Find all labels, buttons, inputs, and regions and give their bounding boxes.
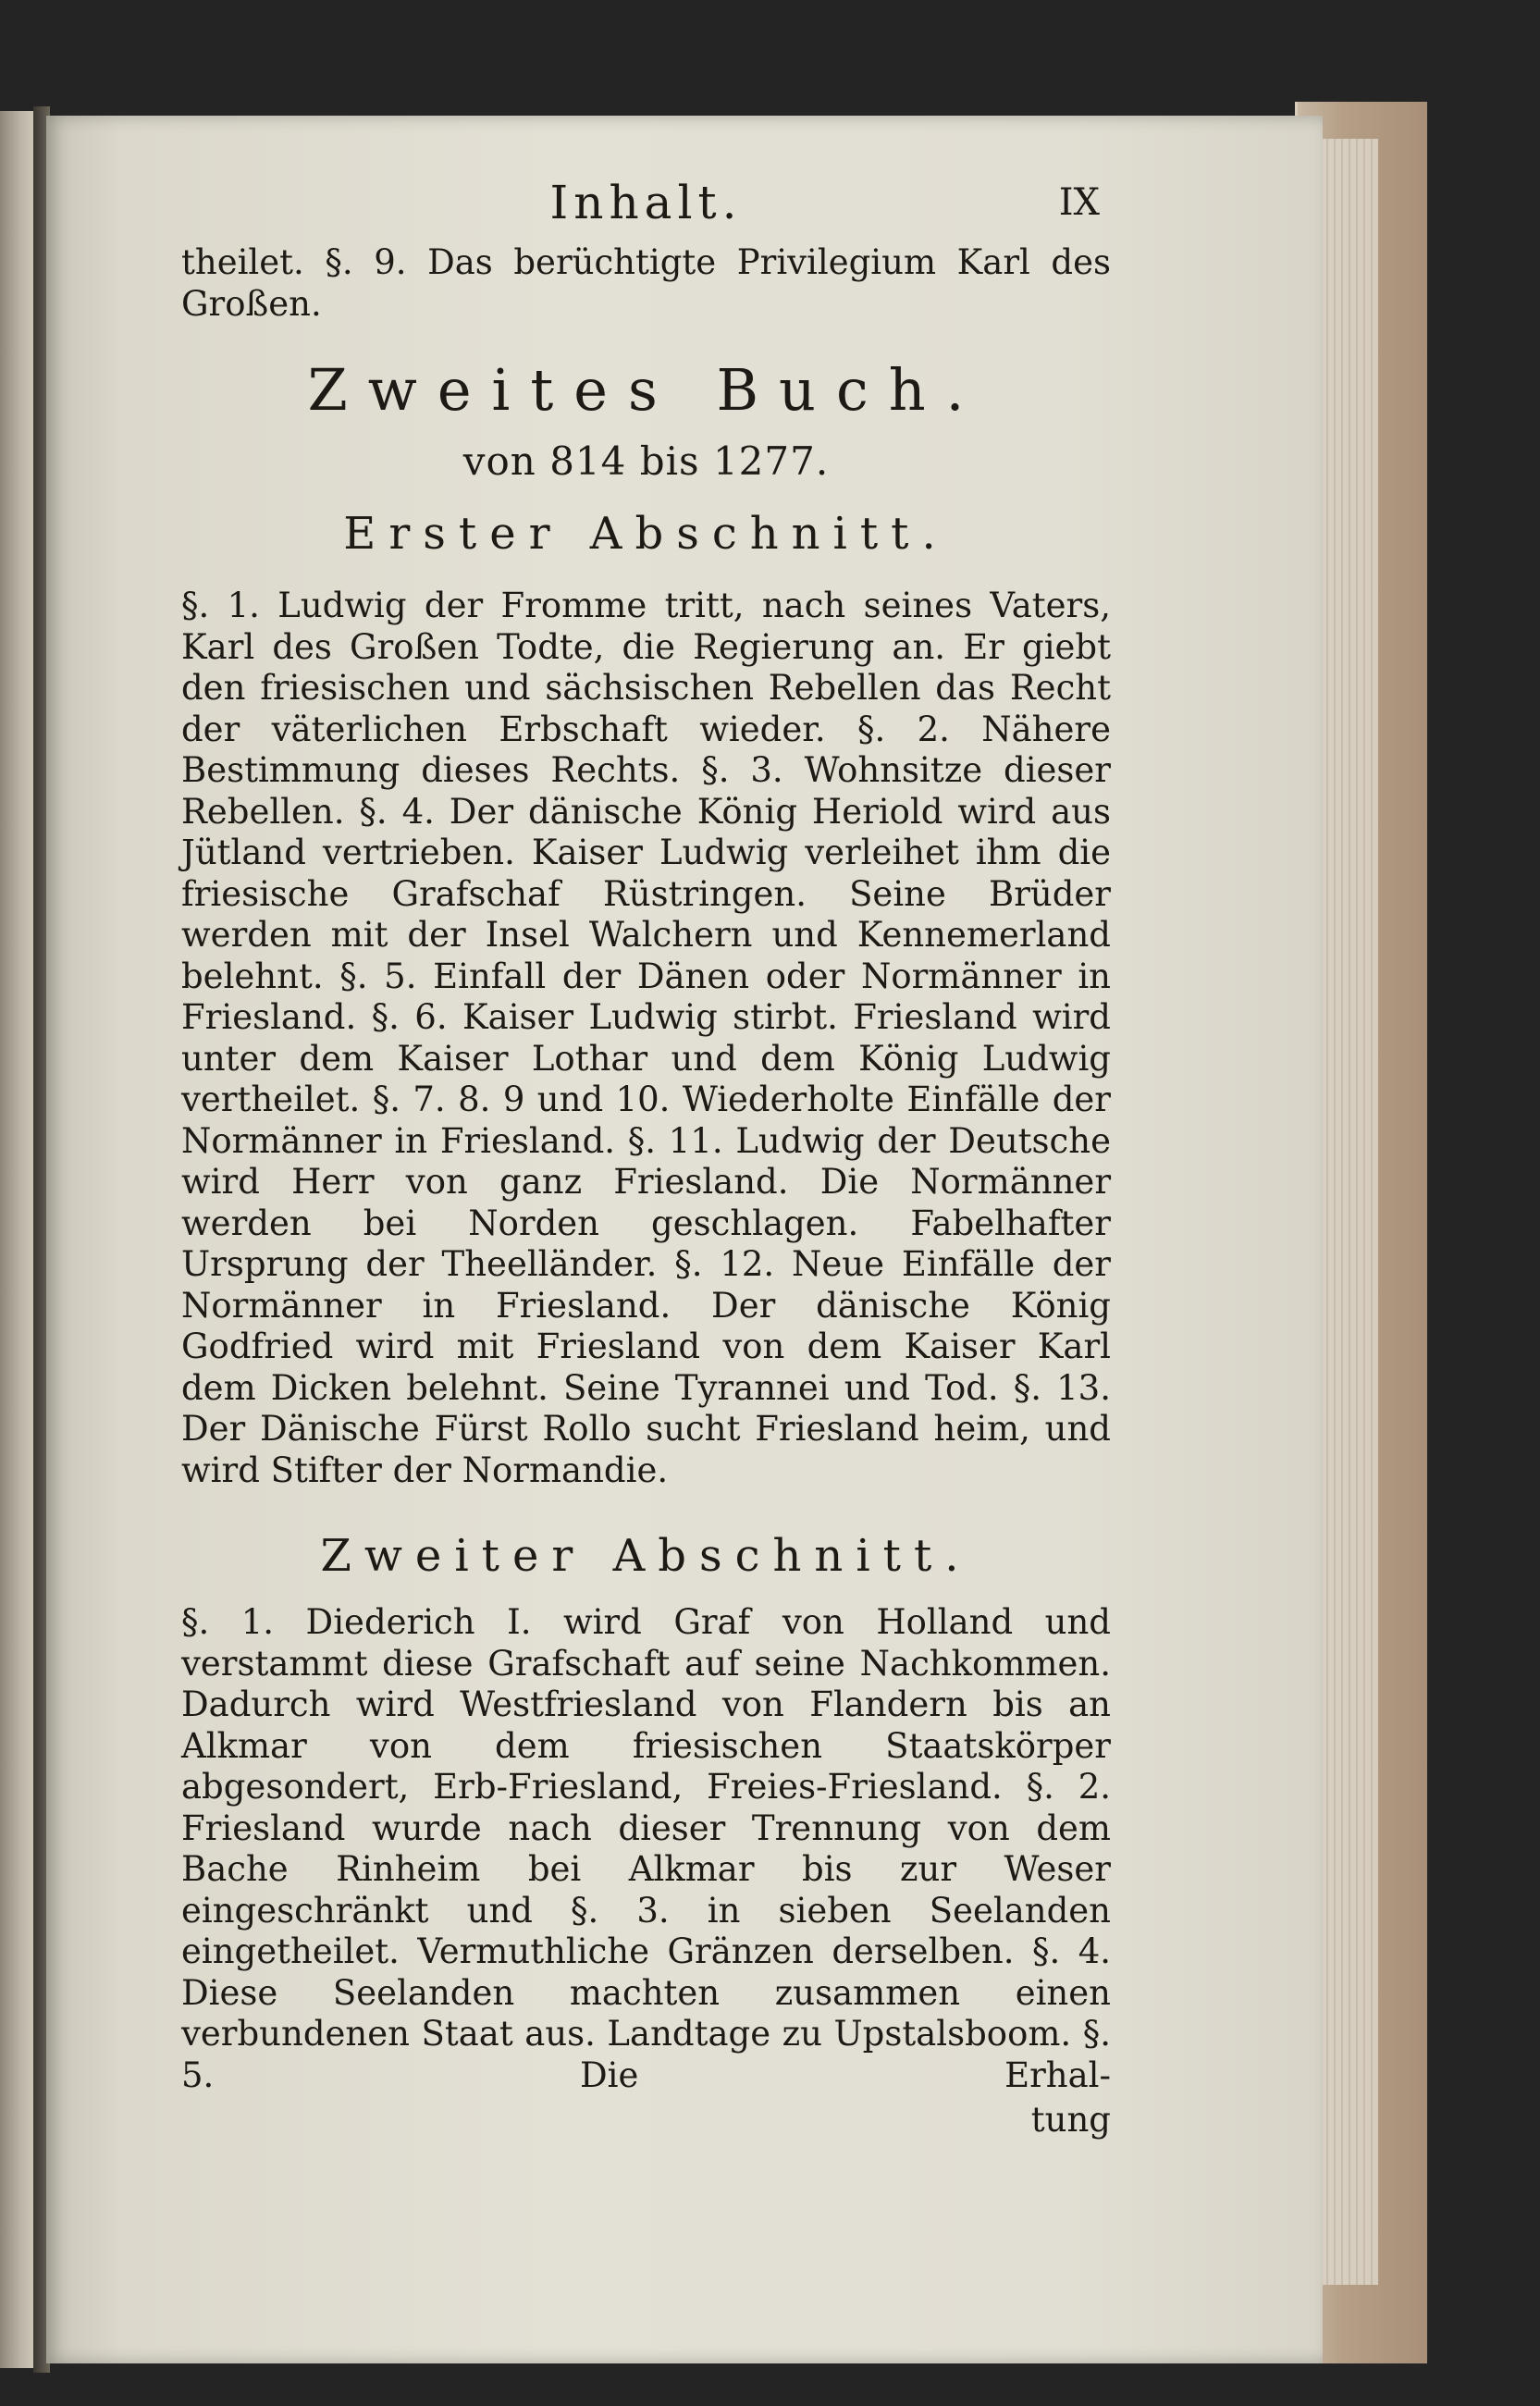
page-block-edges [1313, 139, 1378, 2285]
section-second-text: §. 1. Diederich I. wird Graf von Holland und verstammt diese Grafschaft auf seine Nachkommen. Dadurch wird Westfriesland von Flandern bis an Alkmar von dem friesischen Staatskörper abgesondert, Erb-Friesland, Freies-Friesland. §. 2. Friesland wurde nach dieser Trennung von dem Bache Rinheim bei Alkmar bis zur Weser eingeschränkt und §. 3. in sieben Seelanden eingetheilet. Vermuthliche Gränzen derselben. §. 4. Diese Seelanden machten zusammen einen verbundenen Staat aus. Landtage zu Upstalsboom. §. 5. Die Erhal- [181, 1602, 1111, 2095]
catchword: tung [1030, 2100, 1111, 2140]
section-first-text: §. 1. Ludwig der Fromme tritt, nach seines Vaters, Karl des Großen Todte, die Regierung an. Er giebt den friesischen und sächsischen Rebellen das Recht der väterlichen Erbschaft wieder. §. 2. Nähere Bestimmung dieses Rechts. §. 3. Wohnsitze dieser Rebellen. §. 4. Der dänische König Heriold wird aus Jütland vertrieben. Kaiser Ludwig verleihet ihm die friesische Grafschaf Rüstringen. Seine Brüder werden mit der Insel Walchern und Kennemerland belehnt. §. 5. Einfall der Dänen oder Normänner in Friesland. §. 6. Kaiser Ludwig stirbt. Friesland wird unter dem Kaiser Lothar und dem König Ludwig vertheilet. §. 7. 8. 9 und 10. Wiederholte Einfälle der Normänner in Friesland. §. 11. Ludwig der Deutsche wird Herr von ganz Friesland. Die Normänner werden bei Norden geschlagen. Fabelhafter Ursprung der Theelländer. §. 12. Neue Einfälle der Normänner in Friesland. Der dänische König Godfried wird mit Friesland von dem Kaiser Karl dem Dicken belehnt. Seine Tyrannei und Tod. §. 13. Der Dänische Fürst Rollo sucht Friesland heim, und wird Stifter der Normandie. [181, 586, 1111, 1490]
opening-paragraph: theilet. §. 9. Das berüchtigte Privilegium Karl des Großen. [181, 242, 1111, 324]
running-title: Inhalt. [549, 176, 743, 229]
page-text [181, 176, 1111, 2141]
book-heading: Zweites Buch. [307, 356, 985, 424]
page-number: IX [1058, 181, 1100, 224]
section-heading-first: Erster Abschnitt. [343, 508, 949, 560]
previous-page-edge [0, 111, 35, 2368]
section-heading-second: Zweiter Abschnitt. [320, 1530, 972, 1582]
running-head [181, 176, 1111, 242]
book-date-range: von 814 bis 1277. [462, 438, 830, 484]
